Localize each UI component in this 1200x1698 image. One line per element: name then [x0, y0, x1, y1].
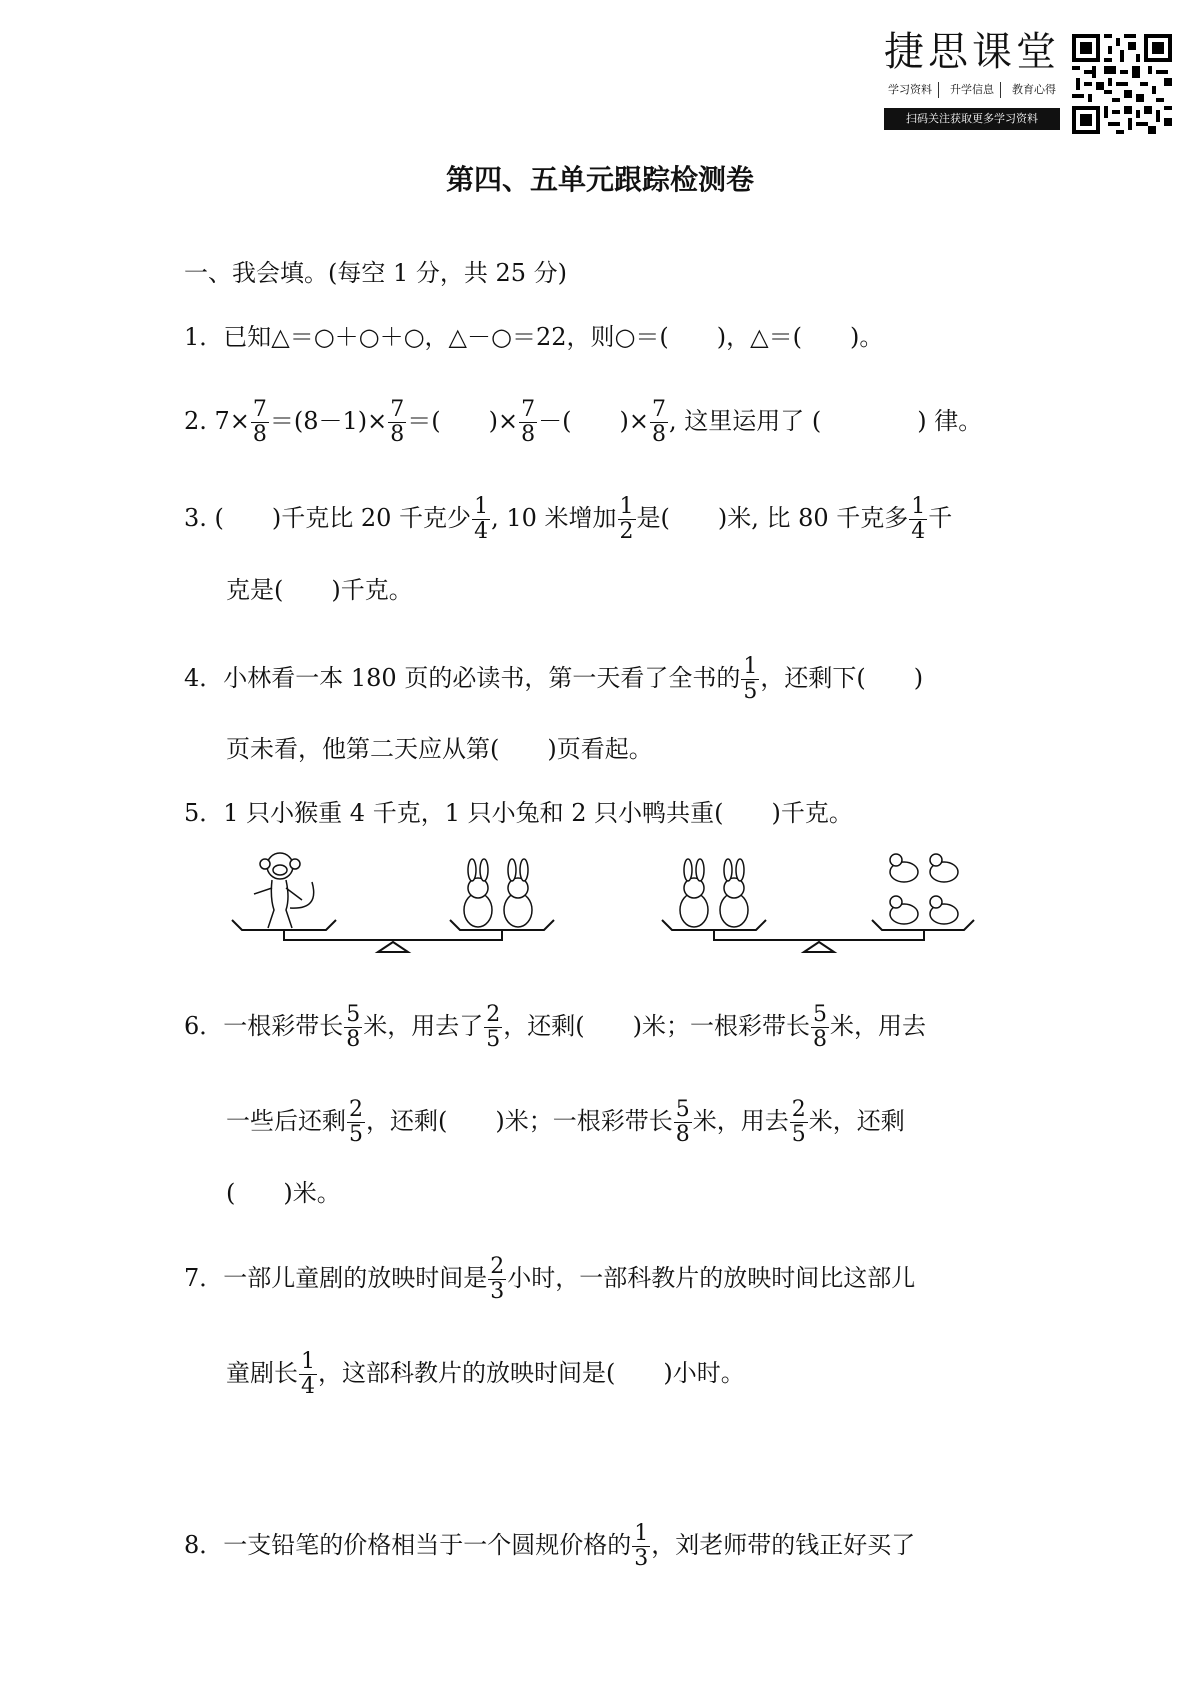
q2-text: 2. 7× — [184, 407, 250, 435]
q4-text: ，还剩下( ) — [760, 664, 924, 692]
section-heading: 一、我会填。(每空 1 分，共 25 分) — [184, 259, 568, 287]
fraction — [488, 1255, 506, 1304]
fraction-numerator: 2 — [791, 1097, 806, 1122]
fraction — [251, 398, 269, 447]
fraction-denominator: 8 — [521, 422, 536, 447]
q2-text: ＝( )× — [407, 407, 519, 435]
fraction-denominator: 5 — [486, 1027, 501, 1052]
rabbit-icon — [464, 859, 492, 927]
fraction-denominator: 8 — [252, 422, 267, 447]
fraction — [344, 1003, 362, 1052]
q7-text: ，这部科教片的放映时间是( )小时。 — [318, 1359, 745, 1387]
duck-icon — [890, 854, 918, 882]
q4-text: 4．小林看一本 180 页的必读书，第一天看了全书的 — [184, 664, 741, 692]
q7-text: 童剧长 — [226, 1359, 298, 1387]
rabbit-icon — [680, 859, 708, 927]
fraction-denominator: 8 — [813, 1027, 828, 1052]
fraction-denominator: 8 — [651, 422, 666, 447]
fraction-denominator: 5 — [743, 679, 758, 704]
question-5: 5．1 只小猴重 4 千克，1 只小兔和 2 只小鸭共重( )千克。 — [184, 799, 853, 827]
fraction-numerator: 5 — [346, 1002, 361, 1027]
fraction-denominator: 3 — [634, 1546, 649, 1571]
fraction-numerator: 7 — [390, 397, 405, 422]
brand-name: 捷思课堂 — [884, 29, 1060, 75]
fraction-denominator: 3 — [490, 1279, 505, 1304]
brand-banner: 扫码关注获取更多学习资料 — [884, 108, 1060, 130]
question-2 — [184, 398, 982, 447]
duck-icon — [930, 854, 958, 882]
q7-text: 小时，一部科教片的放映时间比这部儿 — [507, 1264, 916, 1292]
fraction-numerator: 2 — [490, 1254, 505, 1279]
balance-monkey-rabbits — [228, 848, 558, 960]
fraction-denominator: 2 — [619, 519, 634, 544]
q6-text: 米，用去了 — [363, 1012, 484, 1040]
q2-text: －( )× — [538, 407, 649, 435]
q6-text: 米，还剩 — [808, 1107, 905, 1135]
q6-text: 一些后还剩 — [226, 1107, 346, 1135]
fraction-numerator: 7 — [651, 397, 666, 422]
fraction — [632, 1522, 650, 1571]
fraction-numerator: 1 — [911, 494, 926, 519]
fraction-denominator: 4 — [301, 1374, 315, 1399]
fraction — [790, 1098, 808, 1147]
q3-text: 3. ( )千克比 20 千克少 — [184, 504, 472, 532]
question-6 — [184, 1003, 926, 1052]
fraction — [650, 398, 668, 447]
fraction — [347, 1098, 365, 1147]
q8-text: ，刘老师带的钱正好买了 — [651, 1531, 916, 1559]
fraction-denominator: 8 — [675, 1122, 690, 1147]
question-6-continued-2: ( )米。 — [226, 1179, 341, 1207]
question-1: 1．已知△＝○＋○＋○，△－○＝22，则○＝( )，△＝( )。 — [184, 323, 884, 351]
fraction-denominator: 4 — [911, 519, 926, 544]
fraction-numerator: 7 — [252, 397, 267, 422]
fraction-numerator: 1 — [301, 1349, 315, 1374]
brand-tag: 学习资料 — [888, 82, 939, 98]
fraction-denominator: 5 — [349, 1122, 363, 1147]
fraction-numerator: 1 — [619, 494, 634, 519]
fraction-numerator: 2 — [486, 1002, 501, 1027]
fraction-denominator: 4 — [474, 519, 489, 544]
rabbit-icon — [720, 859, 748, 927]
q6-text: ，还剩( )米；一根彩带长 — [503, 1012, 811, 1040]
qr-code-icon[interactable] — [1072, 34, 1172, 134]
q6-text: 米，用去 — [830, 1012, 927, 1040]
fraction-numerator: 1 — [474, 494, 489, 519]
q3-text: 千 — [928, 504, 953, 532]
q3-text: 是( )米, 比 80 千克多 — [636, 504, 909, 532]
page-title: 第四、五单元跟踪检测卷 — [445, 163, 754, 196]
question-6-continued — [226, 1098, 905, 1147]
fraction-denominator: 5 — [791, 1122, 806, 1147]
q8-text: 8．一支铅笔的价格相当于一个圆规价格的 — [184, 1531, 632, 1559]
question-8 — [184, 1522, 915, 1571]
question-7 — [184, 1255, 915, 1304]
balance-rabbits-ducks — [658, 848, 978, 960]
question-3 — [184, 495, 952, 544]
fraction-numerator: 2 — [349, 1097, 363, 1122]
rabbit-icon — [504, 859, 532, 927]
fraction — [811, 1003, 829, 1052]
brand-header — [884, 28, 1060, 130]
fraction-denominator: 8 — [346, 1027, 361, 1052]
fraction — [519, 398, 537, 447]
fraction-numerator: 5 — [813, 1002, 828, 1027]
q3-text: , 10 米增加 — [491, 504, 617, 532]
fraction — [674, 1098, 692, 1147]
fraction — [388, 398, 406, 447]
fraction — [741, 655, 759, 704]
fraction — [472, 495, 490, 544]
fraction — [299, 1350, 317, 1399]
fraction-numerator: 1 — [743, 654, 758, 679]
q6-text: ，还剩( )米；一根彩带长 — [366, 1107, 673, 1135]
fraction-numerator: 7 — [521, 397, 536, 422]
question-4 — [184, 655, 923, 704]
fraction — [484, 1003, 502, 1052]
q6-text: 米，用去 — [692, 1107, 789, 1135]
fraction-numerator: 5 — [675, 1097, 690, 1122]
q6-text: 6．一根彩带长 — [184, 1012, 344, 1040]
brand-tag: 教育心得 — [1012, 83, 1056, 96]
brand-tag: 升学信息 — [950, 82, 1001, 98]
q2-text: ＝(8－1)× — [269, 407, 388, 435]
fraction-denominator: 8 — [390, 422, 405, 447]
duck-icon — [930, 896, 958, 924]
brand-tags — [884, 82, 1060, 98]
question-4-continued: 页未看，他第二天应从第( )页看起。 — [226, 735, 653, 763]
fraction-numerator: 1 — [634, 1521, 649, 1546]
fraction — [618, 495, 636, 544]
question-7-continued — [226, 1350, 745, 1399]
duck-icon — [890, 896, 918, 924]
monkey-icon — [254, 853, 314, 928]
question-3-continued: 克是( )千克。 — [226, 576, 413, 604]
q2-text: , 这里运用了 ( ) 律。 — [668, 407, 983, 435]
q7-text: 7．一部儿童剧的放映时间是 — [184, 1264, 488, 1292]
fraction — [909, 495, 927, 544]
